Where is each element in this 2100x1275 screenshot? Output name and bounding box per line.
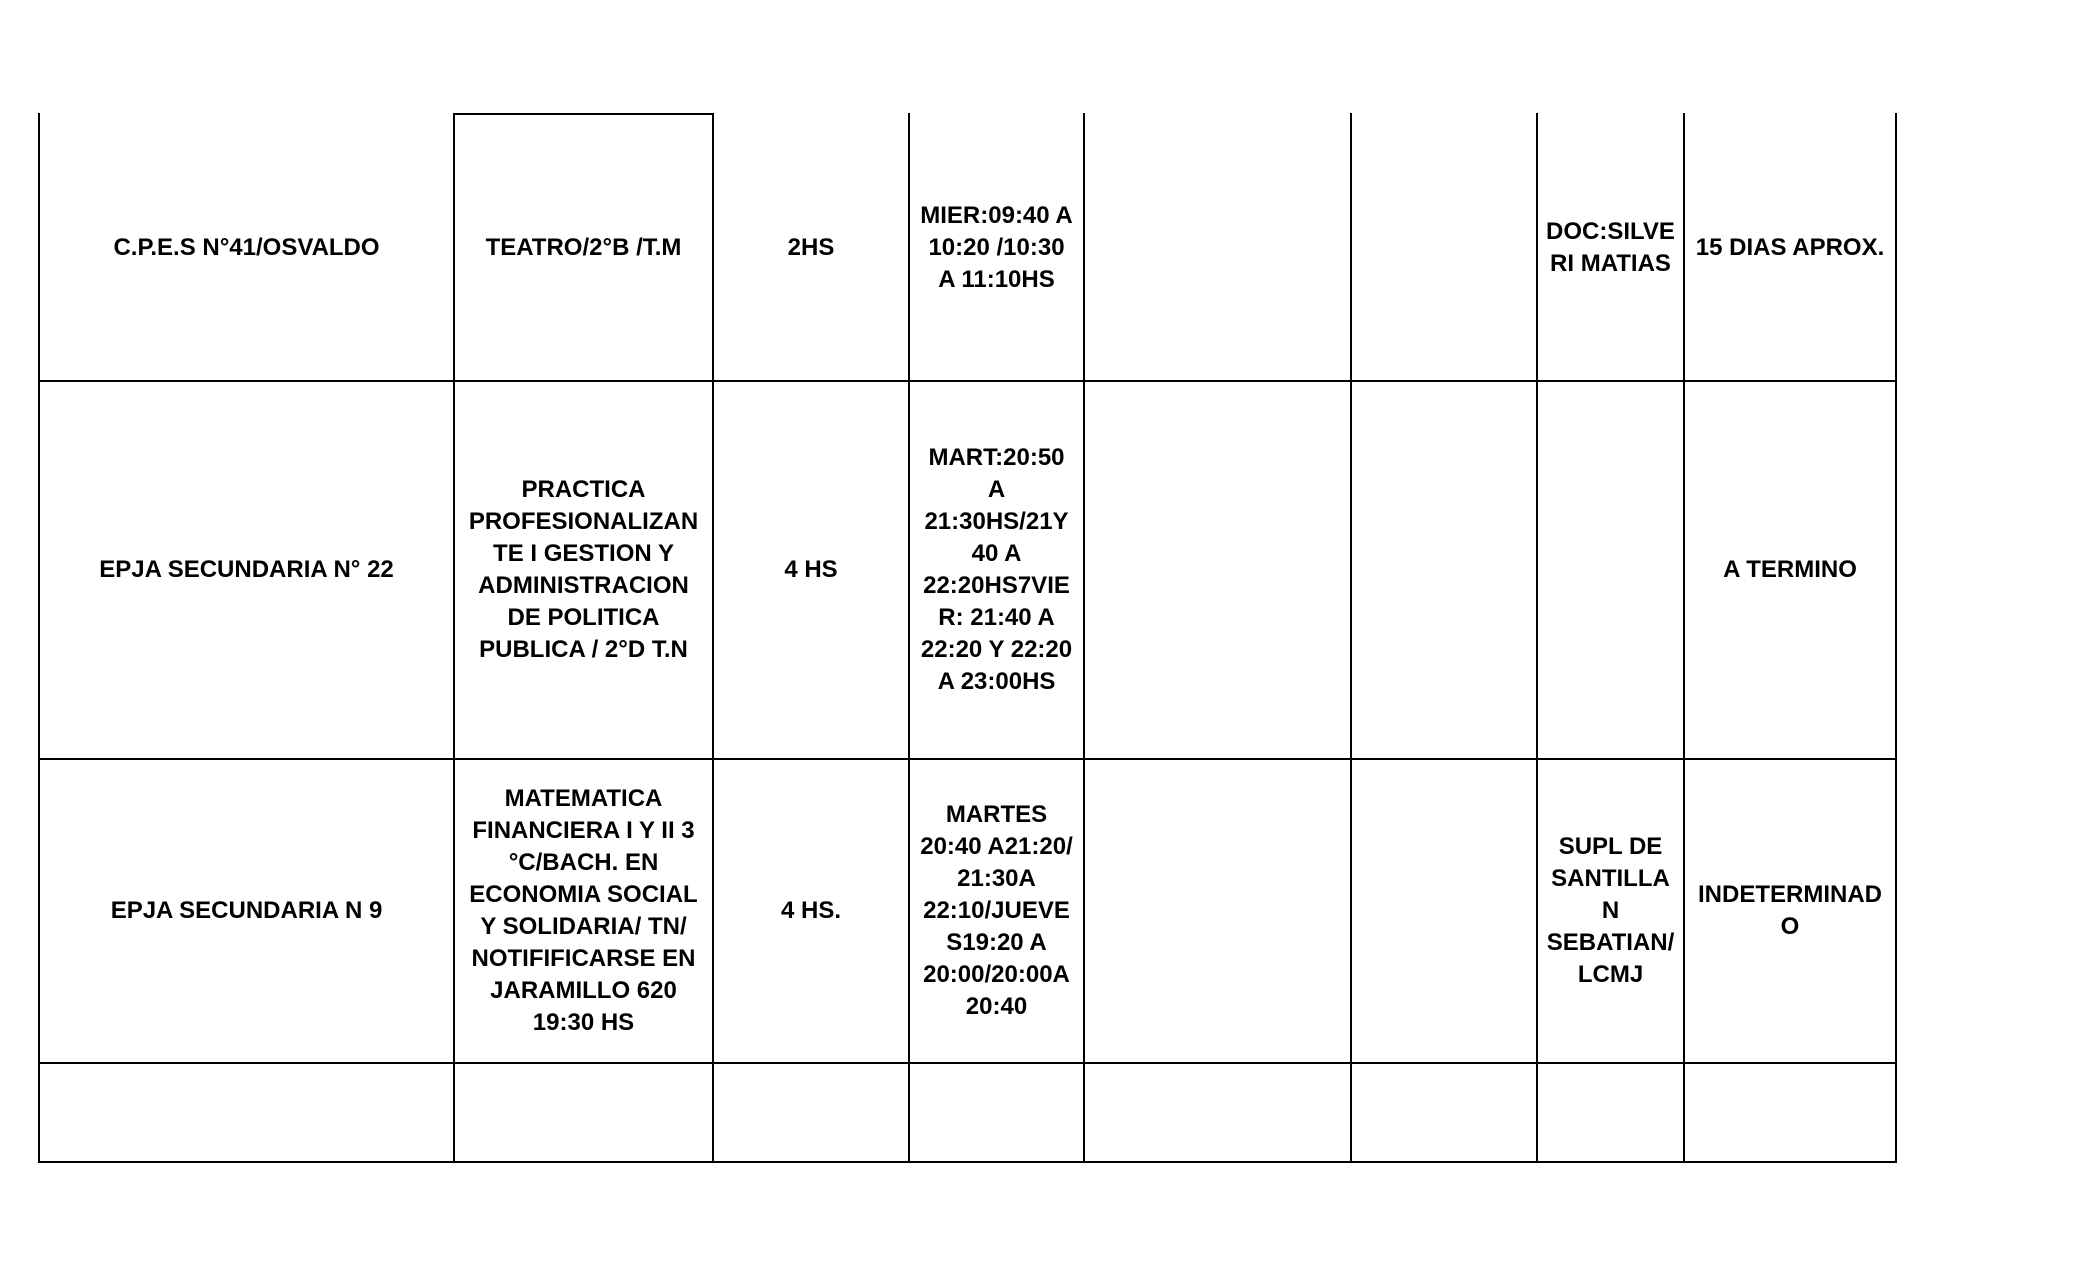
schedule-cell: MART:20:50 A 21:30HS/21Y 40 A 22:20HS7VIE R: 21:40 A 22:20 Y 22:20 A 23:00HS: [909, 381, 1084, 759]
subject-cell: [454, 1063, 713, 1162]
school-cell: [39, 1063, 454, 1162]
empty-cell: [1351, 759, 1537, 1063]
table-row: [39, 1063, 1896, 1162]
table-row: [39, 759, 1896, 1063]
duration-cell: A TERMINO: [1684, 381, 1896, 759]
hours-cell: [713, 1063, 909, 1162]
duration-cell: INDETERMINAD O: [1684, 759, 1896, 1063]
table-row: [39, 381, 1896, 759]
school-cell: EPJA SECUNDARIA N° 22: [39, 381, 454, 759]
reason-cell: [1537, 1063, 1684, 1162]
table-row: [39, 114, 1896, 381]
school-cell: C.P.E.S N°41/OSVALDO: [39, 114, 454, 381]
school-cell: EPJA SECUNDARIA N 9: [39, 759, 454, 1063]
duration-cell: [1684, 1063, 1896, 1162]
schedule-cell: MIER:09:40 A 10:20 /10:30 A 11:10HS: [909, 114, 1084, 381]
empty-cell: [1351, 114, 1537, 381]
reason-cell: [1537, 381, 1684, 759]
empty-cell: [1084, 1063, 1351, 1162]
reason-cell: SUPL DE SANTILLA N SEBATIAN/ LCMJ: [1537, 759, 1684, 1063]
hours-cell: 2HS: [713, 114, 909, 381]
hours-cell: 4 HS: [713, 381, 909, 759]
duration-cell: 15 DIAS APROX.: [1684, 114, 1896, 381]
reason-cell: DOC:SILVE RI MATIAS: [1537, 114, 1684, 381]
empty-cell: [1351, 1063, 1537, 1162]
subject-cell: MATEMATICA FINANCIERA I Y II 3 °C/BACH. EN ECONOMIA SOCIAL Y SOLIDARIA/ TN/ NOTIFIFICARSE EN JARAMILLO 620 19:30 HS: [454, 759, 713, 1063]
subject-cell: TEATRO/2°B /T.M: [454, 114, 713, 381]
schedule-cell: [909, 1063, 1084, 1162]
schedule-cell: MARTES 20:40 A21:20/ 21:30A 22:10/JUEVE S19:20 A 20:00/20:00A 20:40: [909, 759, 1084, 1063]
empty-cell: [1084, 759, 1351, 1063]
vacancy-table: [38, 113, 1897, 1163]
empty-cell: [1084, 114, 1351, 381]
empty-cell: [1351, 381, 1537, 759]
empty-cell: [1084, 381, 1351, 759]
subject-cell: PRACTICA PROFESIONALIZAN TE I GESTION Y ADMINISTRACION DE POLITICA PUBLICA / 2°D T.N: [454, 381, 713, 759]
hours-cell: 4 HS.: [713, 759, 909, 1063]
